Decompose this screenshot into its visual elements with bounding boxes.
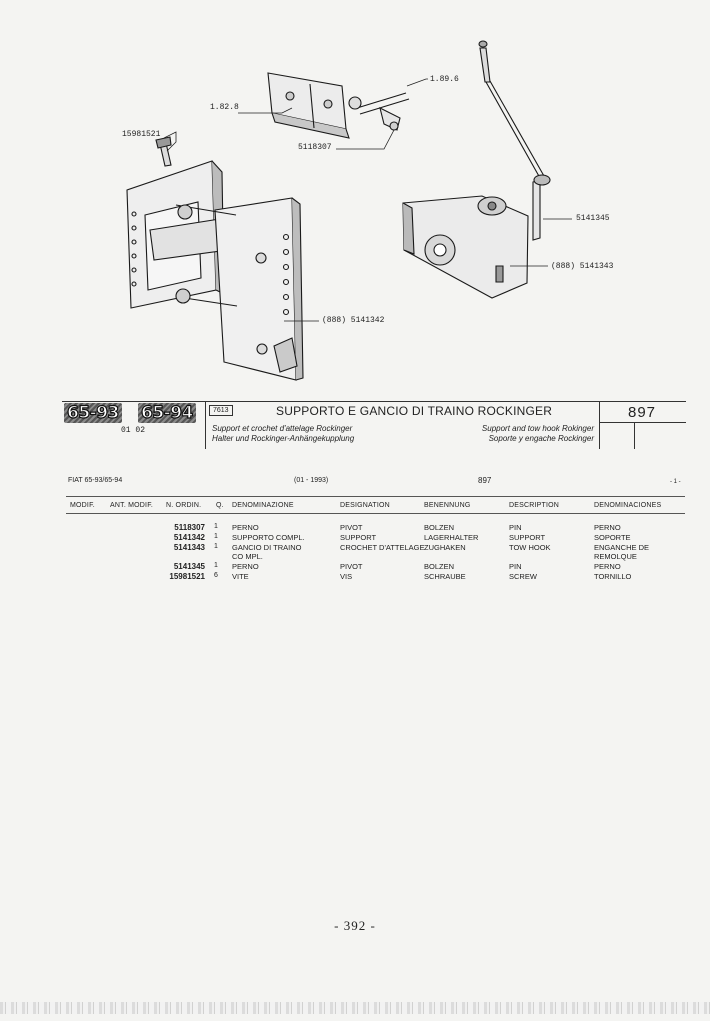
header-top-rule bbox=[62, 401, 686, 402]
scan-edge-strip bbox=[0, 1002, 710, 1014]
col-es: DENOMINACIONES bbox=[594, 502, 662, 509]
table-row bbox=[0, 543, 710, 563]
part-number: 5141343 bbox=[173, 543, 205, 552]
part-qty: 1 bbox=[214, 543, 218, 550]
header-divider-2 bbox=[599, 401, 600, 449]
part-desc-it: GANCIO DI TRAINO CO MPL. bbox=[232, 543, 302, 561]
subtitle-es: Soporte y engache Rockinger bbox=[488, 434, 594, 443]
page-title: SUPPORTO E GANCIO DI TRAINO ROCKINGER bbox=[276, 404, 553, 418]
col-qty: Q. bbox=[216, 502, 224, 509]
header-divider-1 bbox=[205, 401, 206, 449]
part-desc-de: BOLZEN bbox=[424, 523, 455, 532]
callout-5118307: 5118307 bbox=[298, 143, 332, 152]
tow-hook-5141343-drawing bbox=[403, 196, 528, 298]
part-desc-es: TORNILLO bbox=[594, 572, 632, 581]
callout-5141345: 5141345 bbox=[576, 214, 610, 223]
page-ref: 897 bbox=[628, 404, 657, 421]
subtitle-en: Support and tow hook Rokinger bbox=[481, 424, 594, 433]
part-desc-es: SOPORTE bbox=[594, 533, 631, 542]
page-marker: - 1 - bbox=[670, 479, 681, 485]
col-modif: MODIF. bbox=[70, 502, 95, 509]
col-fr: DESIGNATION bbox=[340, 502, 390, 509]
part-desc-en: SUPPORT bbox=[509, 533, 546, 542]
page-number: - 392 - bbox=[334, 918, 376, 933]
part-desc-en: PIN bbox=[509, 523, 522, 532]
part-desc-it: PERNO bbox=[232, 562, 259, 571]
callout-5141343: (888) 5141343 bbox=[551, 262, 614, 271]
part-desc-de: SCHRAUBE bbox=[424, 572, 466, 581]
part-desc-en: SCREW bbox=[509, 572, 537, 581]
part-desc-it: SUPPORTO COMPL. bbox=[232, 533, 305, 542]
subtitle-fr: Support et crochet d'attelage Rockinger bbox=[212, 424, 353, 433]
col-it: DENOMINAZIONE bbox=[232, 502, 294, 509]
callout-1828: 1.82.8 bbox=[210, 103, 239, 112]
part-desc-de: LAGERHALTER bbox=[424, 533, 479, 542]
part-desc-it: PERNO bbox=[232, 523, 259, 532]
exploded-parts-diagram bbox=[0, 0, 710, 400]
part-desc-fr: CROCHET D'ATTELAGE bbox=[340, 543, 425, 552]
part-desc-de: BOLZEN bbox=[424, 562, 455, 571]
model-line: FIAT 65-93/65-94 bbox=[68, 477, 123, 484]
part-desc-fr: VIS bbox=[340, 572, 353, 581]
col-n-ordin: N. ORDIN. bbox=[166, 502, 202, 509]
part-desc-fr: PIVOT bbox=[340, 562, 363, 571]
support-5141342-drawing bbox=[127, 161, 303, 380]
part-desc-en: TOW HOOK bbox=[509, 543, 551, 552]
model-badge-1: 65-93 bbox=[64, 403, 122, 423]
col-ant-modif: ANT. MODIF. bbox=[110, 502, 154, 509]
part-desc-es: ENGANCHE DE REMOLQUE bbox=[594, 543, 650, 561]
callout-1896: 1.89.6 bbox=[430, 75, 459, 84]
header-divider-3 bbox=[634, 422, 635, 449]
table-header-rule bbox=[66, 513, 685, 514]
part-number: 15981521 bbox=[169, 572, 205, 581]
part-qty: 1 bbox=[214, 562, 218, 569]
part-number: 5141342 bbox=[173, 533, 205, 542]
pin-5118307-drawing bbox=[349, 93, 409, 130]
part-desc-it: VITE bbox=[232, 572, 249, 581]
part-desc-fr: SUPPORT bbox=[340, 533, 377, 542]
part-desc-de: ZUGHAKEN bbox=[424, 543, 466, 552]
part-desc-es: PERNO bbox=[594, 562, 621, 571]
table-row bbox=[0, 562, 710, 572]
table-ref: 897 bbox=[478, 476, 492, 485]
part-desc-es: PERNO bbox=[594, 523, 621, 532]
part-qty: 1 bbox=[214, 523, 218, 530]
part-desc-fr: PIVOT bbox=[340, 523, 363, 532]
model-badge-2: 65-94 bbox=[138, 403, 196, 423]
part-desc-en: PIN bbox=[509, 562, 522, 571]
group-code: 7613 bbox=[209, 405, 233, 416]
callout-15981521: 15981521 bbox=[122, 130, 161, 139]
callout-5141342: (888) 5141342 bbox=[322, 316, 385, 325]
header-inner-rule bbox=[600, 422, 686, 423]
part-qty: 6 bbox=[214, 572, 218, 579]
part-number: 5118307 bbox=[174, 523, 205, 532]
part-qty: 1 bbox=[214, 533, 218, 540]
col-de: BENENNUNG bbox=[424, 502, 471, 509]
table-row bbox=[0, 523, 710, 533]
table-row bbox=[0, 572, 710, 582]
table-row bbox=[0, 533, 710, 543]
model-code: 01 02 bbox=[121, 426, 146, 435]
part-number: 5141345 bbox=[173, 562, 205, 571]
col-en: DESCRIPTION bbox=[509, 502, 560, 509]
table-top-rule bbox=[66, 496, 685, 497]
screw-15981521-drawing bbox=[156, 137, 171, 166]
subtitle-de: Halter und Rockinger-Anhängekupplung bbox=[212, 434, 355, 443]
date-range: (01 - 1993) bbox=[294, 477, 329, 484]
plate-1828-drawing bbox=[268, 73, 349, 138]
